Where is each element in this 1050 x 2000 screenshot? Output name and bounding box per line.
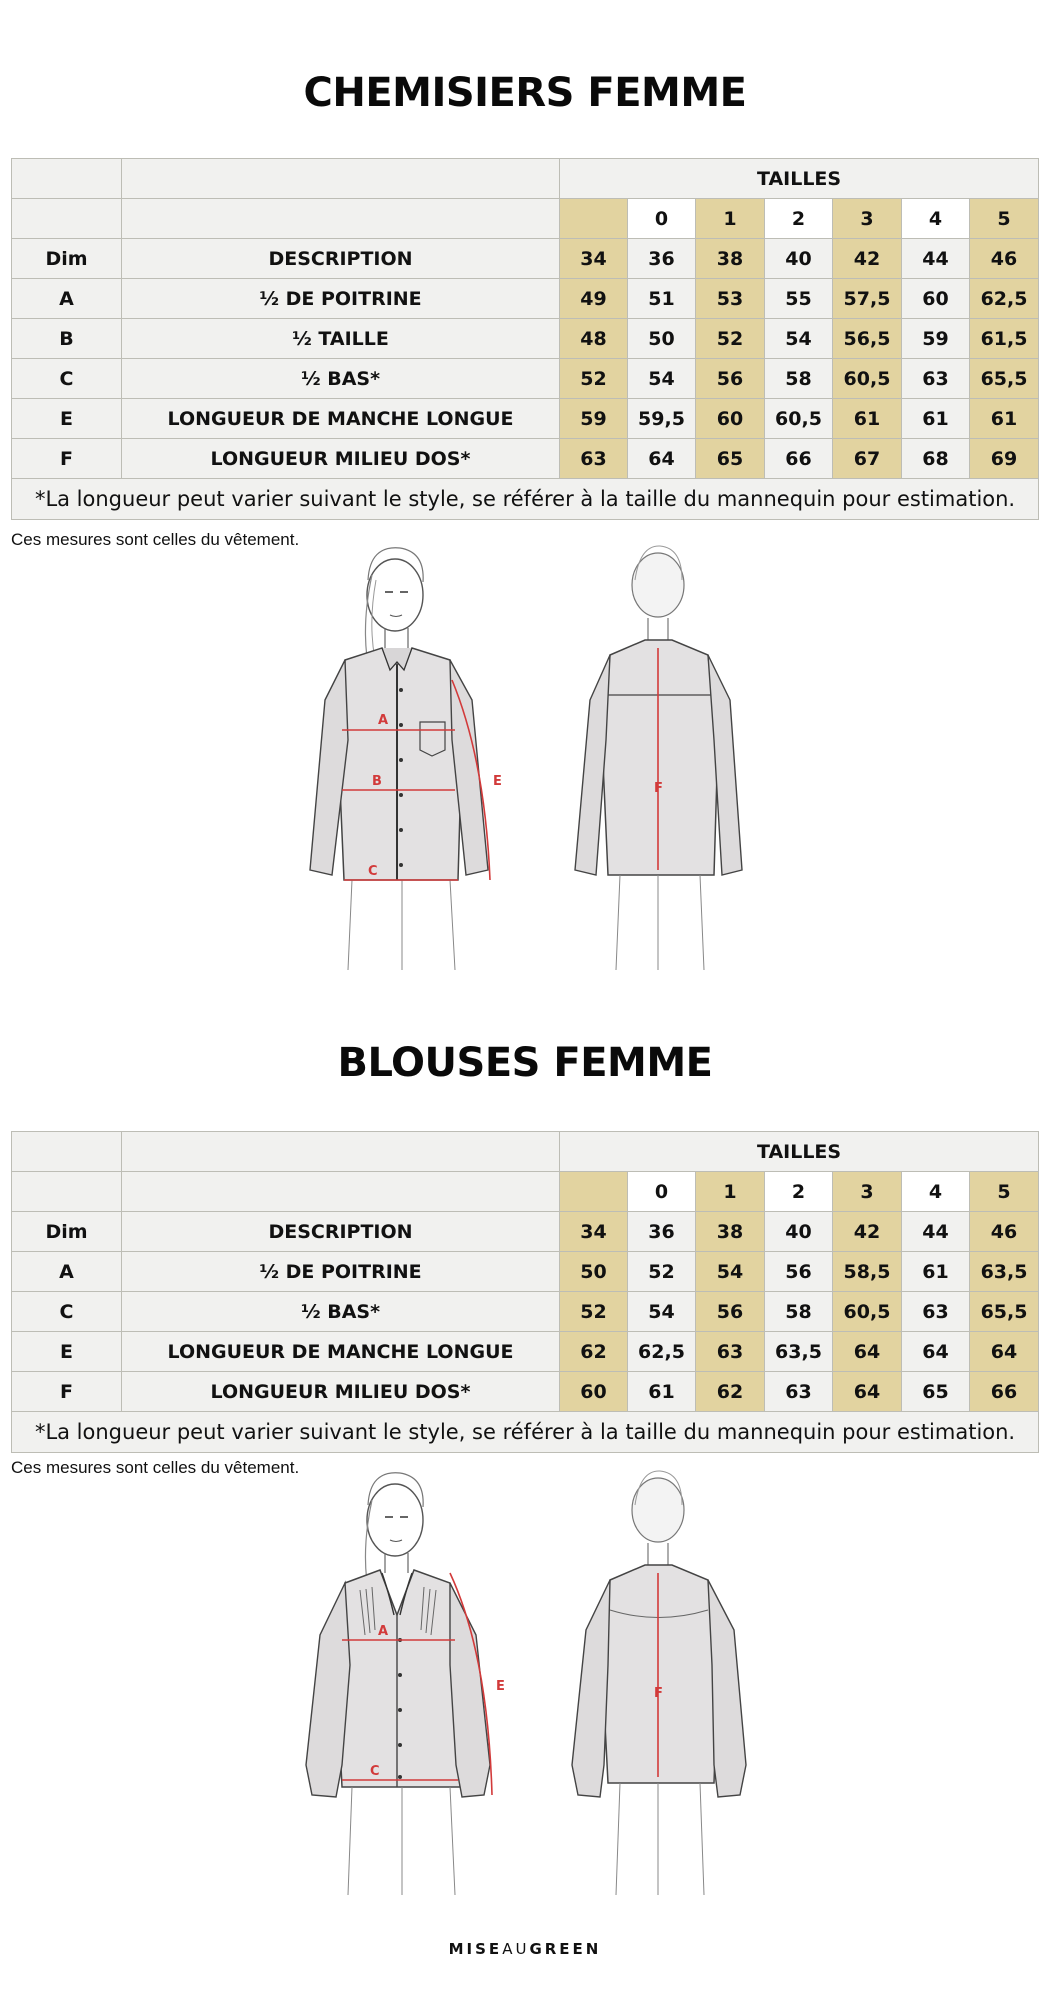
description-cell: ½ TAILLE	[122, 319, 560, 359]
description-cell: LONGUEUR MILIEU DOS*	[122, 1372, 560, 1412]
description-cell: LONGUEUR DE MANCHE LONGUE	[122, 399, 560, 439]
blouses-title: BLOUSES FEMME	[337, 1040, 713, 1086]
dim-cell: C	[12, 359, 122, 399]
eu-size-cell: 38	[696, 239, 765, 279]
shirt-measurement-illustration	[290, 540, 760, 975]
measure-label-c: C	[368, 864, 378, 879]
table-row	[12, 1292, 1039, 1332]
value-cell: 50	[628, 319, 696, 359]
size-cell: 5	[970, 199, 1039, 239]
value-cell: 52	[560, 1292, 628, 1332]
tailles-header: TAILLES	[560, 159, 1039, 199]
table-row	[12, 1372, 1039, 1412]
value-cell: 60,5	[833, 1292, 902, 1332]
eu-size-cell: 40	[765, 239, 833, 279]
value-cell: 65,5	[970, 1292, 1039, 1332]
value-cell: 65	[902, 1372, 970, 1412]
table-row	[12, 1332, 1039, 1372]
blouses-size-table	[11, 1131, 1039, 1453]
description-cell: ½ BAS*	[122, 1292, 560, 1332]
dim-cell: C	[12, 1292, 122, 1332]
size-cell: 1	[696, 1172, 765, 1212]
value-cell: 64	[833, 1372, 902, 1412]
value-cell: 63,5	[765, 1332, 833, 1372]
table-row	[12, 319, 1039, 359]
description-cell: ½ DE POITRINE	[122, 279, 560, 319]
value-cell: 66	[970, 1372, 1039, 1412]
eu-size-cell: 34	[560, 239, 628, 279]
blouse-back-figure	[572, 1471, 746, 1895]
value-cell: 64	[970, 1332, 1039, 1372]
value-cell: 61	[902, 1252, 970, 1292]
value-cell: 62,5	[970, 279, 1039, 319]
measure-label-a: A	[378, 1624, 389, 1639]
measure-label-a: A	[378, 713, 389, 728]
table-blank	[122, 159, 560, 199]
logo-part-green: GREEN	[529, 1940, 602, 1958]
description-cell: ½ BAS*	[122, 359, 560, 399]
measure-label-e: E	[493, 774, 502, 789]
garment-measures-remark: Ces mesures sont celles du vêtement.	[11, 1458, 300, 1477]
value-cell: 66	[765, 439, 833, 479]
table-blank	[122, 1172, 560, 1212]
dim-header: Dim	[12, 239, 122, 279]
value-cell: 63,5	[970, 1252, 1039, 1292]
table-row	[12, 359, 1039, 399]
tailles-header: TAILLES	[560, 1132, 1039, 1172]
value-cell: 52	[628, 1252, 696, 1292]
measure-label-f: F	[654, 781, 663, 796]
value-cell: 56,5	[833, 319, 902, 359]
eu-size-cell: 46	[970, 1212, 1039, 1252]
table-row	[12, 1252, 1039, 1292]
value-cell: 55	[765, 279, 833, 319]
description-cell: LONGUEUR MILIEU DOS*	[122, 439, 560, 479]
eu-size-cell: 44	[902, 239, 970, 279]
value-cell: 49	[560, 279, 628, 319]
dim-cell: A	[12, 279, 122, 319]
value-cell: 53	[696, 279, 765, 319]
table-blank	[122, 199, 560, 239]
dim-cell: B	[12, 319, 122, 359]
shirt-back-figure	[575, 546, 742, 970]
value-cell: 60,5	[765, 399, 833, 439]
value-cell: 54	[628, 1292, 696, 1332]
value-cell: 52	[560, 359, 628, 399]
eu-size-cell: 38	[696, 1212, 765, 1252]
eu-size-cell: 42	[833, 239, 902, 279]
table-corner	[12, 1132, 122, 1172]
value-cell: 58,5	[833, 1252, 902, 1292]
eu-size-cell: 36	[628, 239, 696, 279]
chemisiers-title: CHEMISIERS FEMME	[303, 70, 747, 116]
value-cell: 48	[560, 319, 628, 359]
value-cell: 56	[696, 359, 765, 399]
value-cell: 58	[765, 1292, 833, 1332]
size-cell: 4	[902, 1172, 970, 1212]
table-corner	[12, 159, 122, 199]
value-cell: 62	[560, 1332, 628, 1372]
shirt-front-figure	[310, 548, 490, 970]
value-cell: 52	[696, 319, 765, 359]
value-cell: 62,5	[628, 1332, 696, 1372]
table-blank	[12, 1172, 122, 1212]
eu-size-cell: 46	[970, 239, 1039, 279]
eu-size-cell: 40	[765, 1212, 833, 1252]
measure-label-e: E	[496, 1679, 505, 1694]
description-header: DESCRIPTION	[122, 1212, 560, 1252]
table-blank	[12, 199, 122, 239]
length-note: *La longueur peut varier suivant le style, se référer à la taille du mannequin pour estimation.	[12, 1412, 1039, 1453]
value-cell: 63	[902, 359, 970, 399]
value-cell: 63	[902, 1292, 970, 1332]
dim-cell: E	[12, 399, 122, 439]
value-cell: 65,5	[970, 359, 1039, 399]
value-cell: 61	[970, 399, 1039, 439]
size-cell: 4	[902, 199, 970, 239]
value-cell: 59	[560, 399, 628, 439]
value-cell: 64	[902, 1332, 970, 1372]
eu-size-cell: 44	[902, 1212, 970, 1252]
value-cell: 50	[560, 1252, 628, 1292]
size-cell: 3	[833, 1172, 902, 1212]
value-cell: 60	[902, 279, 970, 319]
value-cell: 63	[765, 1372, 833, 1412]
chemisiers-size-table	[11, 158, 1039, 520]
value-cell: 60	[560, 1372, 628, 1412]
length-note: *La longueur peut varier suivant le style, se référer à la taille du mannequin pour estimation.	[12, 479, 1039, 520]
size-cell	[560, 199, 628, 239]
value-cell: 61,5	[970, 319, 1039, 359]
value-cell: 68	[902, 439, 970, 479]
measure-label-c: C	[370, 1764, 380, 1779]
value-cell: 64	[628, 439, 696, 479]
table-row	[12, 399, 1039, 439]
value-cell: 59,5	[628, 399, 696, 439]
size-cell: 2	[765, 199, 833, 239]
table-row	[12, 279, 1039, 319]
value-cell: 58	[765, 359, 833, 399]
blouse-measurement-illustration	[290, 1465, 760, 1900]
garment-measures-remark: Ces mesures sont celles du vêtement.	[11, 530, 300, 549]
value-cell: 63	[696, 1332, 765, 1372]
value-cell: 60,5	[833, 359, 902, 399]
size-cell: 0	[628, 199, 696, 239]
value-cell: 54	[765, 319, 833, 359]
value-cell: 59	[902, 319, 970, 359]
brand-logo	[0, 1940, 1050, 1958]
dim-cell: A	[12, 1252, 122, 1292]
dim-cell: E	[12, 1332, 122, 1372]
value-cell: 54	[696, 1252, 765, 1292]
value-cell: 63	[560, 439, 628, 479]
dim-cell: F	[12, 1372, 122, 1412]
value-cell: 56	[765, 1252, 833, 1292]
logo-part-au: AU	[502, 1940, 530, 1958]
measure-label-f: F	[654, 1686, 663, 1701]
description-header: DESCRIPTION	[122, 239, 560, 279]
value-cell: 61	[628, 1372, 696, 1412]
value-cell: 67	[833, 439, 902, 479]
value-cell: 64	[833, 1332, 902, 1372]
size-cell: 1	[696, 199, 765, 239]
size-cell: 5	[970, 1172, 1039, 1212]
table-row	[12, 439, 1039, 479]
eu-size-cell: 34	[560, 1212, 628, 1252]
description-cell: LONGUEUR DE MANCHE LONGUE	[122, 1332, 560, 1372]
value-cell: 60	[696, 399, 765, 439]
value-cell: 51	[628, 279, 696, 319]
value-cell: 62	[696, 1372, 765, 1412]
logo-part-mise: MISE	[448, 1940, 503, 1958]
eu-size-cell: 42	[833, 1212, 902, 1252]
measure-label-b: B	[372, 774, 382, 789]
value-cell: 61	[833, 399, 902, 439]
size-cell	[560, 1172, 628, 1212]
dim-cell: F	[12, 439, 122, 479]
size-cell: 3	[833, 199, 902, 239]
table-blank	[122, 1132, 560, 1172]
size-cell: 0	[628, 1172, 696, 1212]
description-cell: ½ DE POITRINE	[122, 1252, 560, 1292]
value-cell: 57,5	[833, 279, 902, 319]
value-cell: 69	[970, 439, 1039, 479]
eu-size-cell: 36	[628, 1212, 696, 1252]
dim-header: Dim	[12, 1212, 122, 1252]
size-cell: 2	[765, 1172, 833, 1212]
value-cell: 65	[696, 439, 765, 479]
value-cell: 54	[628, 359, 696, 399]
blouse-front-figure	[306, 1473, 492, 1895]
value-cell: 61	[902, 399, 970, 439]
value-cell: 56	[696, 1292, 765, 1332]
